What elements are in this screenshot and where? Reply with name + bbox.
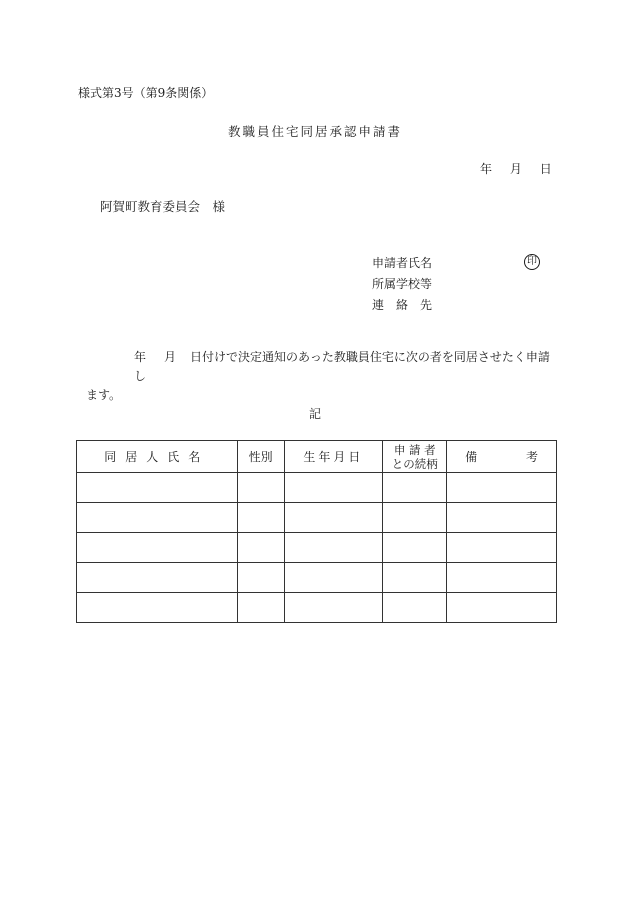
birth-date-cell[interactable] <box>284 503 383 533</box>
sex-cell[interactable] <box>237 563 284 593</box>
ki-heading: 記 <box>308 407 321 421</box>
cohabitant-table <box>76 440 557 623</box>
relation-cell[interactable] <box>383 533 447 563</box>
application-statement <box>78 348 560 405</box>
form-number: 様式第3号（第9条関係） <box>78 86 214 100</box>
remarks-cell[interactable] <box>447 593 557 623</box>
table-row <box>77 533 557 563</box>
remarks-cell[interactable] <box>447 503 557 533</box>
statement-year: 年 <box>134 350 147 364</box>
remarks-cell[interactable] <box>447 563 557 593</box>
header-relation <box>383 441 447 473</box>
birth-date-cell[interactable] <box>284 593 383 623</box>
cohabitant-name-cell[interactable] <box>77 533 238 563</box>
sex-cell[interactable] <box>237 533 284 563</box>
table-body <box>77 473 557 623</box>
header-remarks-right: 考 <box>525 449 538 464</box>
addressee: 阿賀町教育委員会 様 <box>100 199 226 214</box>
remarks-cell[interactable] <box>447 533 557 563</box>
relation-cell[interactable] <box>383 593 447 623</box>
cohabitant-name-cell[interactable] <box>77 503 238 533</box>
birth-date-cell[interactable] <box>284 473 383 503</box>
table-row <box>77 593 557 623</box>
statement-month: 月 <box>164 350 177 364</box>
birth-date-cell[interactable] <box>284 533 383 563</box>
header-remarks <box>447 441 557 473</box>
statement-line-1 <box>78 348 560 386</box>
document-title: 教職員住宅同居承認申請書 <box>227 124 402 139</box>
header-sex: 性別 <box>237 441 284 473</box>
table-row <box>77 473 557 503</box>
header-relation-line2: との続柄 <box>391 456 438 471</box>
relation-cell[interactable] <box>383 473 447 503</box>
table-header-row <box>77 441 557 473</box>
cohabitant-name-cell[interactable] <box>77 563 238 593</box>
relation-cell[interactable] <box>383 503 447 533</box>
applicant-school-label: 所属学校等 <box>372 277 433 291</box>
applicant-contact-label: 連 絡 先 <box>372 298 433 312</box>
date-year: 年 <box>480 162 493 176</box>
applicant-name-label: 申請者氏名 <box>372 256 433 270</box>
table-row <box>77 563 557 593</box>
table-row <box>77 503 557 533</box>
date-month: 月 <box>509 162 522 176</box>
sex-cell[interactable] <box>237 593 284 623</box>
header-remarks-left: 備 <box>465 449 478 464</box>
statement-text: 日付けで決定通知のあった教職員住宅に次の者を同居させたく申請し <box>134 350 550 383</box>
applicant-block <box>372 253 432 316</box>
relation-cell[interactable] <box>383 563 447 593</box>
date-day: 日 <box>539 162 552 176</box>
header-relation-line1: 申 請 者 <box>393 442 436 457</box>
sex-cell[interactable] <box>237 473 284 503</box>
birth-date-cell[interactable] <box>284 563 383 593</box>
remarks-cell[interactable] <box>447 473 557 503</box>
statement-line-2: ます。 <box>86 388 122 402</box>
sex-cell[interactable] <box>237 503 284 533</box>
header-birth-date: 生年月日 <box>284 441 383 473</box>
seal-icon: 印 <box>524 254 540 270</box>
header-cohabitant-name: 同居人氏名 <box>77 441 238 473</box>
cohabitant-name-cell[interactable] <box>77 473 238 503</box>
date-line <box>480 160 552 177</box>
cohabitant-name-cell[interactable] <box>77 593 238 623</box>
